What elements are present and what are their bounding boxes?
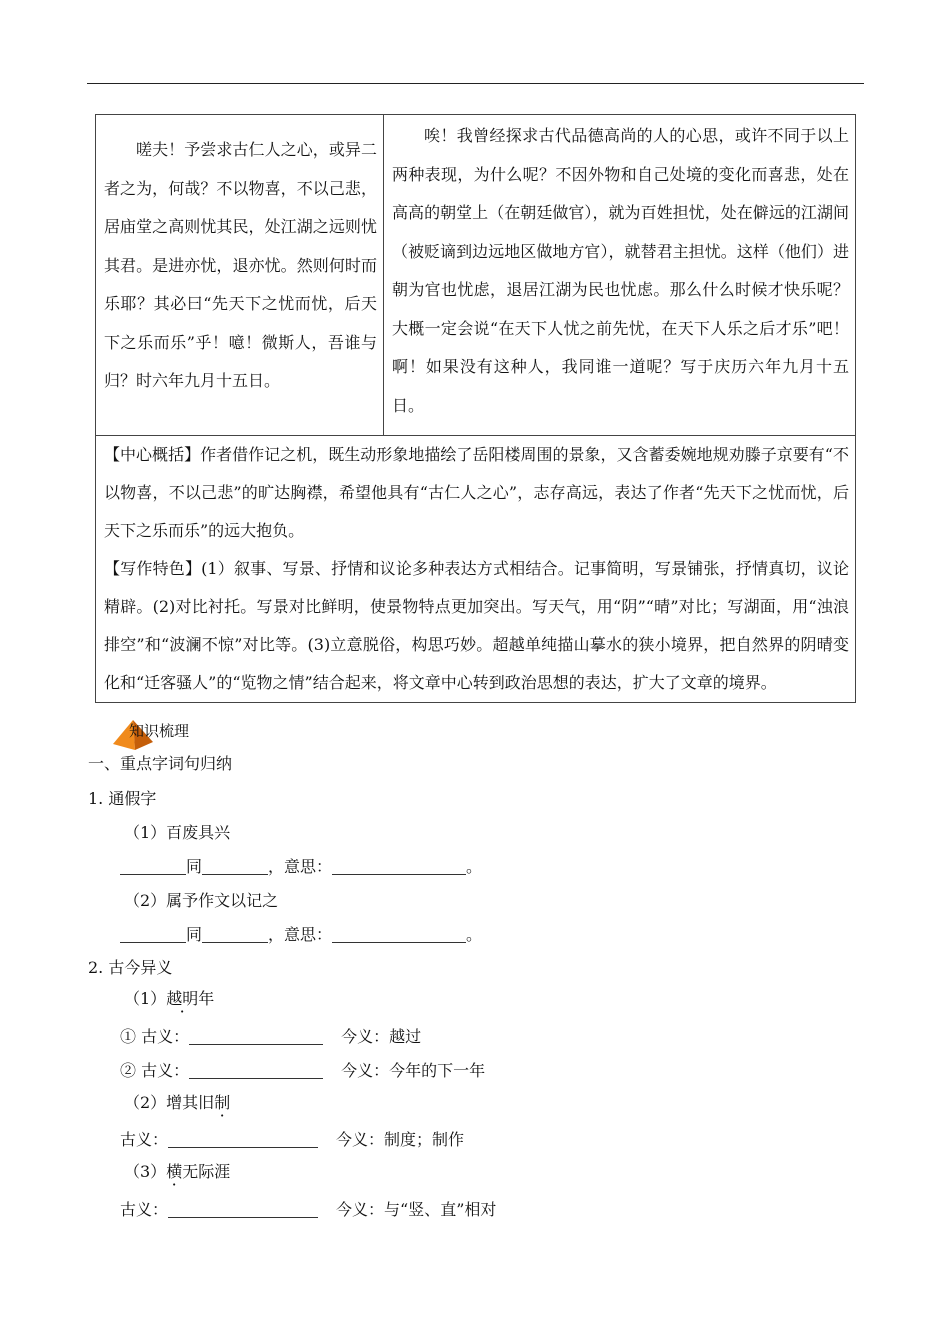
meaning-label: ，意思：	[268, 925, 333, 944]
features-text: (1）叙事、写景、抒情和议论多种表达方式相结合。记事简明，写景铺张，抒情真切，议论精辟。(2)对比衬托。写景对比鲜明，使景物特点更加突出。写天气，用“阴”“晴”对比；写湖面，用“浊浪排空”和“波澜不惊”对比等。(3)立意脱俗，构思巧妙。超越单纯描山摹水的狭小境界，把自然界的阴晴变化和“迁客骚人”的“览物之情”结合起来，将文章中心转到政治思想的表达，扩大了文章的境界。	[104, 559, 849, 692]
blank-field[interactable]	[202, 926, 268, 943]
meaning-label: ，意思：	[268, 857, 333, 876]
summary-paragraph	[104, 436, 849, 550]
original-text: 嗟夫！予尝求古仁人之心，或异二者之为，何哉？不以物喜，不以己悲，居庙堂之高则忧其民，处江湖之远则忧其君。是进亦忧，退亦忧。然则何时而乐耶？其必曰“先天下之忧而忧，后天下之乐而乐”乎！噫！微斯人，吾谁与归？时六年九月十五日。	[104, 140, 377, 390]
blank-field[interactable]	[189, 1062, 323, 1079]
ancient-meaning-label: 古义：	[120, 1200, 169, 1219]
features-label: 【写作特色】	[104, 559, 202, 578]
translation-text: 唉！我曾经探求古代品德高尚的人的心思，或许不同于以上两种表现，为什么呢？不因外物和自己处境的变化而喜悲，处在高高的朝堂上（在朝廷做官），就为百姓担忧，处在僻远的江湖间（被贬谪到边远地区做地方官），就替君主担忧。这样（他们）进朝为官也忧虑，退居江湖为民也忧虑。那么什么时候才快乐呢？大概一定会说“在天下人忧之前先忧，在天下人乐之后才乐”吧！啊！如果没有这种人，我同谁一道呢？写于庆历六年九月十五日。	[392, 126, 849, 415]
q2-row3	[120, 1127, 464, 1150]
q1-answer2	[120, 922, 482, 945]
modern-meaning: 今义：今年的下一年	[341, 1061, 486, 1080]
q2-item2-prefix: （2）增其旧	[124, 1093, 215, 1112]
blank-field[interactable]	[168, 1131, 318, 1148]
q1-answer1	[120, 854, 482, 877]
blank-field[interactable]	[189, 1028, 323, 1045]
analysis-cell	[96, 436, 855, 702]
translation-table	[95, 114, 856, 703]
q2-row2	[120, 1058, 485, 1081]
q2-item3-prefix: （3）	[124, 1162, 167, 1181]
q2-item3-suffix: 无际涯	[182, 1162, 231, 1181]
modern-meaning: 今义：越过	[341, 1027, 422, 1046]
ancient-meaning-label: ② 古义：	[120, 1061, 190, 1080]
blank-field[interactable]	[202, 858, 268, 875]
header-rule	[87, 83, 864, 84]
q2-item3	[124, 1159, 230, 1182]
q2-item1-suffix: 年	[198, 989, 215, 1008]
features-paragraph	[104, 550, 849, 702]
dotted-char: 越明	[166, 989, 199, 1008]
ancient-meaning-label: 古义：	[120, 1130, 169, 1149]
translation-row	[96, 115, 855, 436]
blank-field[interactable]	[120, 858, 186, 875]
ancient-meaning-label: ① 古义：	[120, 1027, 190, 1046]
sub-heading: 一、重点字词句归纳	[88, 754, 233, 773]
dotted-char: 制	[214, 1093, 231, 1112]
q1-title: 1. 通假字	[88, 789, 157, 808]
translation-cell	[384, 115, 855, 435]
period: 。	[466, 925, 483, 944]
blank-field[interactable]	[332, 926, 466, 943]
tong-label: 同	[186, 925, 203, 944]
q1-item2: （2）属予作文以记之	[124, 891, 279, 910]
q2-row1	[120, 1024, 421, 1047]
modern-meaning: 今义：制度；制作	[336, 1130, 465, 1149]
blank-field[interactable]	[120, 926, 186, 943]
blank-field[interactable]	[332, 858, 466, 875]
tong-label: 同	[186, 857, 203, 876]
q2-item1	[124, 986, 214, 1009]
section-heading-text: 知识梳理	[129, 722, 190, 740]
blank-field[interactable]	[168, 1201, 318, 1218]
q1-item1: （1）百废具兴	[124, 823, 231, 842]
period: 。	[466, 857, 483, 876]
q2-item1-prefix: （1）	[124, 989, 167, 1008]
dotted-char: 横	[166, 1162, 183, 1181]
q2-row4	[120, 1197, 496, 1220]
modern-meaning: 今义：与“竖、直”相对	[336, 1200, 497, 1219]
q2-title: 2. 古今异义	[88, 958, 173, 977]
summary-text: 作者借作记之机，既生动形象地描绘了岳阳楼周围的景象，又含蓄委婉地规劝滕子京要有“不以物喜，不以己悲”的旷达胸襟，希望他具有“古仁人之心”，志存高远，表达了作者“先天下之忧而忧，后天下之乐而乐”的远大抱负。	[104, 445, 849, 540]
q2-item2	[124, 1090, 230, 1113]
summary-label: 【中心概括】	[104, 445, 201, 464]
original-text-cell	[96, 115, 384, 435]
